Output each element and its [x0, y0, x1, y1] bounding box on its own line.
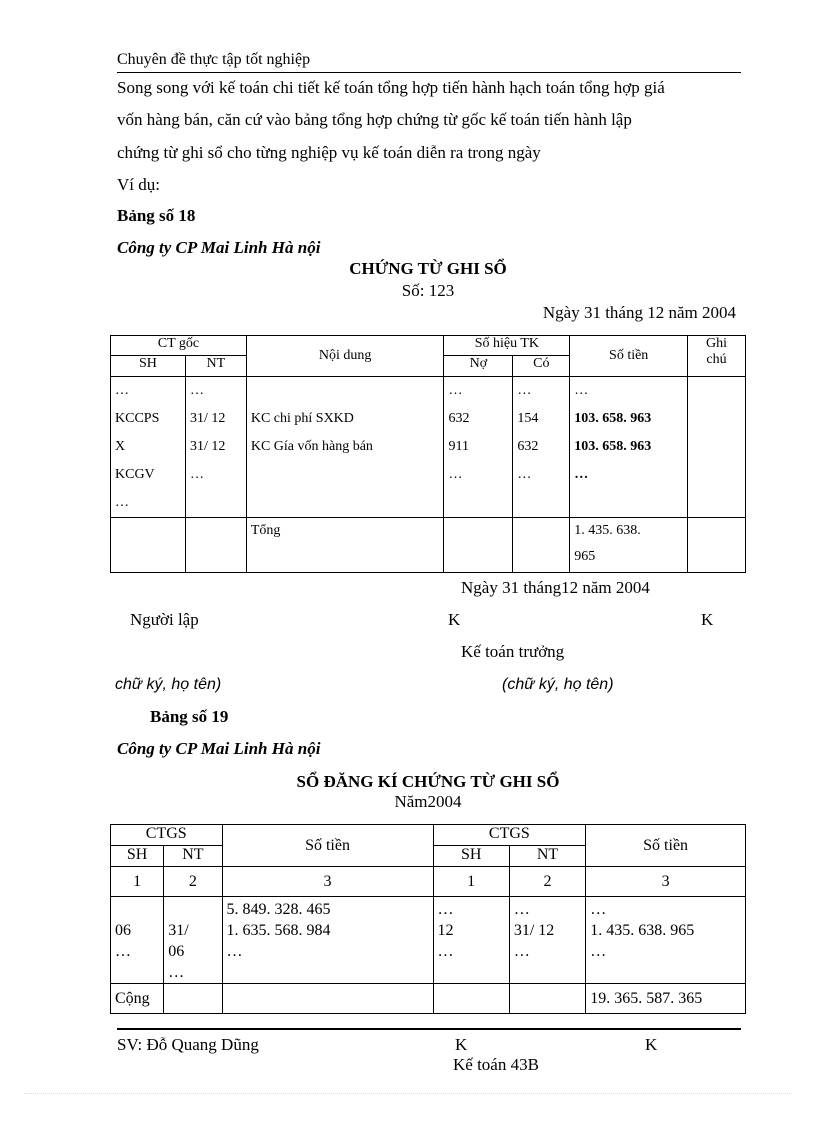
col-so-tien: Số tiền	[570, 336, 688, 377]
total-label: Tổng	[246, 518, 444, 573]
signature-k-2: K	[701, 610, 714, 629]
reg-total-sh-2	[433, 984, 509, 1014]
index-1: 1	[111, 867, 164, 897]
reg-total-value: 19. 365. 587. 365	[586, 984, 746, 1014]
table-18-label: Bảng số 18	[117, 206, 196, 225]
footer-student: SV: Đỗ Quang Dũng	[117, 1035, 259, 1054]
footer-rule	[117, 1028, 741, 1030]
total-ghi-chu	[688, 518, 746, 573]
signature-k-1: K	[448, 610, 461, 629]
col-sh-1: SH	[111, 846, 164, 867]
voucher-table	[110, 335, 746, 573]
col-ct-goc: CT gốc	[111, 336, 247, 356]
col-ctgs-2: CTGS	[433, 825, 586, 846]
col-nt: NT	[185, 356, 246, 377]
index-5: 2	[509, 867, 585, 897]
reg-nt-2: … 31/ 12 …	[509, 897, 585, 984]
register-table	[110, 824, 746, 1014]
voucher-title: CHỨNG TỪ GHI SỔ	[349, 259, 507, 278]
col-noi-dung: Nội dung	[246, 336, 444, 377]
reg-total-label: Cộng	[111, 984, 164, 1014]
header-rule	[117, 72, 741, 73]
footer-class: Kế toán 43B	[453, 1055, 539, 1074]
reg-nt-1: 31/ 06 …	[164, 897, 222, 984]
reg-total-nt-2	[509, 984, 585, 1014]
col-ghi-chu: Ghi chú	[688, 336, 746, 377]
index-2: 2	[164, 867, 222, 897]
index-6: 3	[586, 867, 746, 897]
reg-tien-2: … 1. 435. 638. 965 …	[586, 897, 746, 984]
signature-note-left: chữ ký, họ tên)	[115, 676, 222, 693]
preparer-label: Người lập	[130, 610, 199, 629]
col-nt-2: NT	[509, 846, 585, 867]
col-so-tien-2: Số tiền	[586, 825, 746, 867]
cell-co: … 154 632 …	[513, 377, 570, 518]
col-ctgs-1: CTGS	[111, 825, 223, 846]
register-title: SỔ ĐĂNG KÍ CHỨNG TỪ GHI SỔ	[296, 772, 560, 791]
cell-no: … 632 911 …	[444, 377, 513, 518]
signature-note-right: (chữ ký, họ tên)	[502, 676, 614, 693]
cell-sh: … KCCPS X KCGV …	[111, 377, 186, 518]
total-co	[513, 518, 570, 573]
footer-k-2: K	[645, 1035, 658, 1054]
col-sh: SH	[111, 356, 186, 377]
col-so-tien-1: Số tiền	[222, 825, 433, 867]
cell-noi-dung: KC chi phí SXKD KC Gía vốn hàng bán	[246, 377, 444, 518]
total-nt	[185, 518, 246, 573]
page-header-title: Chuyên đề thực tập tốt nghiệp	[117, 51, 311, 68]
reg-sh-2: … 12 …	[433, 897, 509, 984]
register-year: Năm2004	[394, 792, 462, 811]
example-label: Ví dụ:	[117, 175, 160, 194]
total-sh	[111, 518, 186, 573]
company-name-18: Công ty CP Mai Linh Hà nội	[117, 238, 321, 257]
reg-total-tien-1	[222, 984, 433, 1014]
total-value: 1. 435. 638. 965	[570, 518, 688, 573]
reg-sh-1: 06 …	[111, 897, 164, 984]
index-4: 1	[433, 867, 509, 897]
cell-ghi-chu	[688, 377, 746, 518]
sign-date: Ngày 31 tháng12 năm 2004	[461, 578, 650, 597]
intro-line-2: vốn hàng bán, căn cứ vào bảng tổng hợp chứng từ gốc kế toán tiến hành lập	[117, 110, 632, 129]
col-co: Có	[513, 356, 570, 377]
reg-tien-1: 5. 849. 328. 465 1. 635. 568. 984 …	[222, 897, 433, 984]
reg-total-nt-1	[164, 984, 222, 1014]
voucher-date: Ngày 31 tháng 12 năm 2004	[542, 303, 736, 322]
col-so-hieu-tk: Số hiệu TK	[444, 336, 570, 356]
cell-so-tien: … 103. 658. 963 103. 658. 963 …	[570, 377, 688, 518]
page-bottom-divider	[24, 1093, 792, 1094]
voucher-number: Số: 123	[401, 281, 455, 300]
company-name-19: Công ty CP Mai Linh Hà nội	[117, 739, 321, 758]
intro-line-1: Song song với kế toán chi tiết kế toán tổng hợp tiến hành hạch toán tổng hợp giá	[117, 78, 665, 97]
table-19-label: Bảng số 19	[150, 707, 229, 726]
chief-accountant-label: Kế toán trưởng	[461, 642, 565, 661]
col-sh-2: SH	[433, 846, 509, 867]
col-no: Nợ	[444, 356, 513, 377]
col-nt-1: NT	[164, 846, 222, 867]
intro-line-3: chứng từ ghi sổ cho từng nghiệp vụ kế toán diễn ra trong ngày	[117, 143, 541, 162]
index-3: 3	[222, 867, 433, 897]
total-no	[444, 518, 513, 573]
cell-nt: … 31/ 12 31/ 12 …	[185, 377, 246, 518]
footer-k-1: K	[455, 1035, 468, 1054]
